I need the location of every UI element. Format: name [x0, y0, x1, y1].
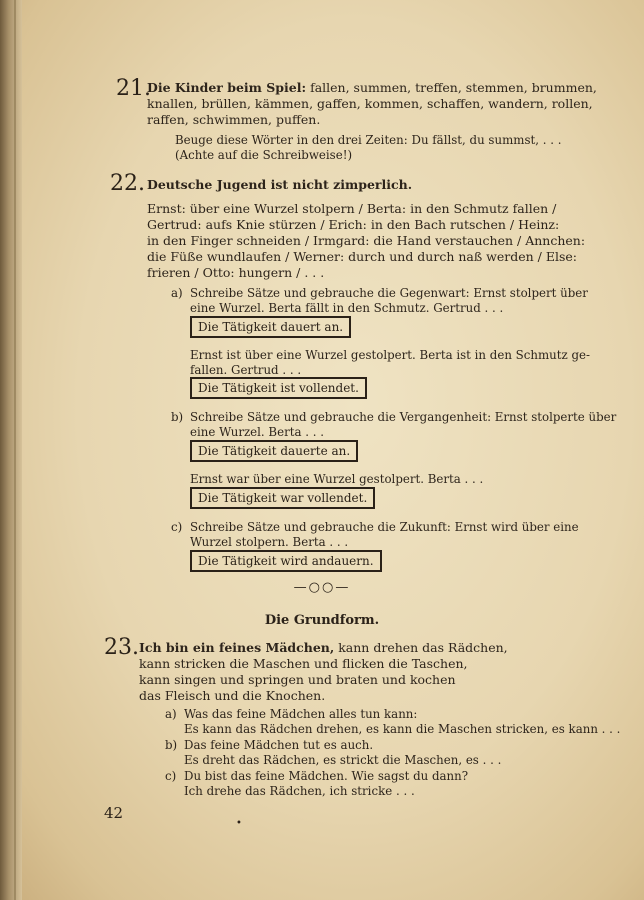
exercise-21-line-3: raffen, schwimmen, puffen.: [147, 112, 321, 127]
exercise-22-b-box-2: Die Tätigkeit war vollendet.: [190, 487, 375, 509]
section-divider: —○○—: [293, 580, 351, 595]
exercise-21-task-1: Beuge diese Wörter in den drei Zeiten: Du fällst, du summst, . . .: [175, 133, 562, 147]
exercise-22-c-label: c): [171, 520, 183, 534]
exercise-22-b-line-3: Ernst war über eine Wurzel gestolpert. Berta . . .: [190, 472, 484, 486]
book-spine: [0, 0, 22, 900]
exercise-23-a-label: a): [165, 707, 177, 721]
exercise-21-line-1-rest: fallen, summen, treffen, stemmen, brummen,: [310, 80, 597, 95]
exercise-21-heading: Die Kinder beim Spiel:: [147, 80, 307, 95]
exercise-22-heading: Deutsche Jugend ist nicht zimperlich.: [147, 177, 413, 192]
exercise-23-a-line-2: Es kann das Rädchen drehen, es kann die Maschen stricken, es kann . . .: [184, 722, 621, 736]
exercise-22-line: in den Finger schneiden / Irmgard: die Hand verstauchen / Annchen:: [147, 233, 586, 248]
exercise-22-a-box-1: Die Tätigkeit dauert an.: [190, 316, 351, 338]
exercise-21-number: 21.: [116, 76, 151, 101]
exercise-23-line-1-rest: kann drehen das Rädchen,: [338, 640, 508, 655]
exercise-23-b-line-2: Es dreht das Rädchen, es strickt die Maschen, es . . .: [184, 753, 502, 767]
exercise-22-line: Gertrud: aufs Knie stürzen / Erich: in den Bach rutschen / Heinz:: [147, 217, 560, 232]
exercise-22-line: die Füße wundlaufen / Werner: durch und durch naß werden / Else:: [147, 249, 577, 264]
exercise-22-b-box-1: Die Tätigkeit dauerte an.: [190, 440, 358, 462]
exercise-22-c-line-2: Wurzel stolpern. Berta . . .: [190, 535, 349, 549]
exercise-22-a-box-2: Die Tätigkeit ist vollendet.: [190, 377, 367, 399]
exercise-23-line: das Fleisch und die Knochen.: [139, 688, 326, 703]
exercise-23-a-line-1: Was das feine Mädchen alles tun kann:: [184, 707, 418, 721]
exercise-22-a-line-2: eine Wurzel. Berta fällt in den Schmutz. Gertrud . . .: [190, 301, 504, 315]
exercise-23-heading: Ich bin ein feines Mädchen,: [139, 640, 335, 655]
ink-speck: •: [236, 818, 242, 829]
exercise-22-a-line-1: Schreibe Sätze und gebrauche die Gegenwart: Ernst stolpert über: [190, 286, 588, 300]
exercise-23-b-label: b): [165, 738, 178, 752]
exercise-22-b-line-1: Schreibe Sätze und gebrauche die Vergangenheit: Ernst stolperte über: [190, 410, 617, 424]
exercise-21-task-2: (Achte auf die Schreibweise!): [175, 148, 353, 162]
exercise-22-a-line-4: fallen. Gertrud . . .: [190, 363, 302, 377]
exercise-22-line: Ernst: über eine Wurzel stolpern / Berta: in den Schmutz fallen /: [147, 201, 557, 216]
exercise-23-line: kann singen und springen und braten und kochen: [139, 672, 456, 687]
exercise-22-a-line-3: Ernst ist über eine Wurzel gestolpert. Berta ist in den Schmutz ge-: [190, 348, 590, 362]
exercise-21-line-2: knallen, brüllen, kämmen, gaffen, kommen, schaffen, wandern, rollen,: [147, 96, 593, 111]
exercise-23-b-line-1: Das feine Mädchen tut es auch.: [184, 738, 374, 752]
exercise-22-line: frieren / Otto: hungern / . . .: [147, 265, 325, 280]
exercise-22-a-label: a): [171, 286, 183, 300]
exercise-23-line-1: [139, 640, 508, 655]
section-title: Die Grundform.: [264, 613, 380, 628]
exercise-22-c-line-1: Schreibe Sätze und gebrauche die Zukunft: Ernst wird über eine: [190, 520, 579, 534]
exercise-23-c-line-1: Du bist das feine Mädchen. Wie sagst du dann?: [184, 769, 469, 783]
exercise-23-number: 23.: [104, 635, 139, 660]
exercise-22-b-label: b): [171, 410, 184, 424]
exercise-22-c-box: Die Tätigkeit wird andauern.: [190, 550, 382, 572]
exercise-23-c-label: c): [165, 769, 177, 783]
exercise-22-b-line-2: eine Wurzel. Berta . . .: [190, 425, 324, 439]
exercise-21-line-1: [147, 80, 597, 95]
exercise-22-number: 22.: [110, 171, 145, 196]
exercise-23-line: kann stricken die Maschen und flicken die Taschen,: [139, 656, 468, 671]
page-number: 42: [104, 804, 124, 822]
exercise-23-c-line-2: Ich drehe das Rädchen, ich stricke . . .: [184, 784, 415, 798]
